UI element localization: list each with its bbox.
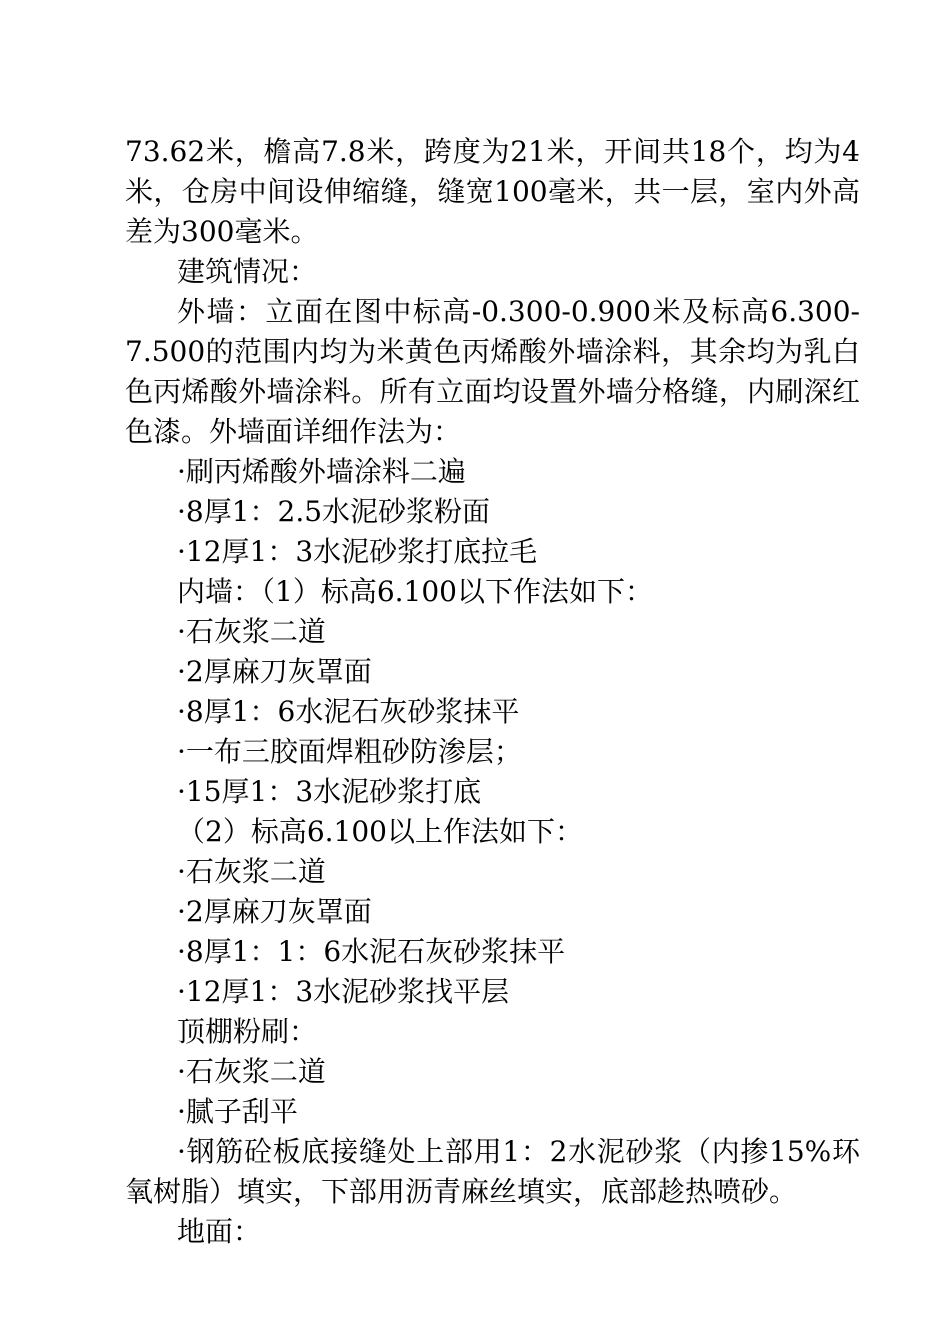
- heading-building-info: 建筑情况：: [177, 255, 318, 288]
- list-item: ·石灰浆二道: [177, 1055, 326, 1088]
- list-item: ·石灰浆二道: [177, 855, 326, 888]
- list-item: ·钢筋砼板底接缝处上部用1：2水泥砂浆（内掺15%环氧树脂）填实，下部用沥青麻丝填实，底部趁热喷砂。: [125, 1135, 860, 1208]
- list-item: ·15厚1：3水泥砂浆打底: [177, 775, 482, 808]
- list-item: ·12厚1：3水泥砂浆打底拉毛: [177, 535, 538, 568]
- list-item: ·12厚1：3水泥砂浆找平层: [177, 975, 510, 1008]
- list-item: ·腻子刮平: [177, 1095, 298, 1128]
- list-item: ·石灰浆二道: [177, 615, 326, 648]
- heading-interior-wall: 内墙：（1）标高6.100以下作法如下：: [177, 575, 653, 608]
- heading-ceiling: 顶棚粉刷：: [177, 1015, 318, 1048]
- list-item: ·8厚1：2.5水泥砂浆粉面: [177, 495, 491, 528]
- subheading-interior-wall-upper: （2）标高6.100以上作法如下：: [177, 815, 583, 848]
- list-item: ·2厚麻刀灰罩面: [177, 655, 372, 688]
- list-item: ·一布三胶面焊粗砂防渗层；: [177, 735, 522, 768]
- list-item: ·刷丙烯酸外墙涂料二遍: [177, 455, 466, 488]
- list-item: ·2厚麻刀灰罩面: [177, 895, 372, 928]
- heading-floor: 地面：: [177, 1215, 262, 1248]
- document-body: [125, 132, 860, 1252]
- list-item: ·8厚1：1：6水泥石灰砂浆抹平: [177, 935, 566, 968]
- paragraph-building-dimensions: 73.62米，檐高7.8米，跨度为21米，开间共18个，均为4米，仓房中间设伸缩缝，缝宽100毫米，共一层，室内外高差为300毫米。: [125, 135, 860, 248]
- paragraph-exterior-wall: 外墙：立面在图中标高-0.300-0.900米及标高6.300-7.500的范围内均为米黄色丙烯酸外墙涂料，其余均为乳白色丙烯酸外墙涂料。所有立面均设置外墙分格缝，内刷深红色漆。外墙面详细作法为：: [125, 295, 860, 448]
- list-item: ·8厚1：6水泥石灰砂浆抹平: [177, 695, 520, 728]
